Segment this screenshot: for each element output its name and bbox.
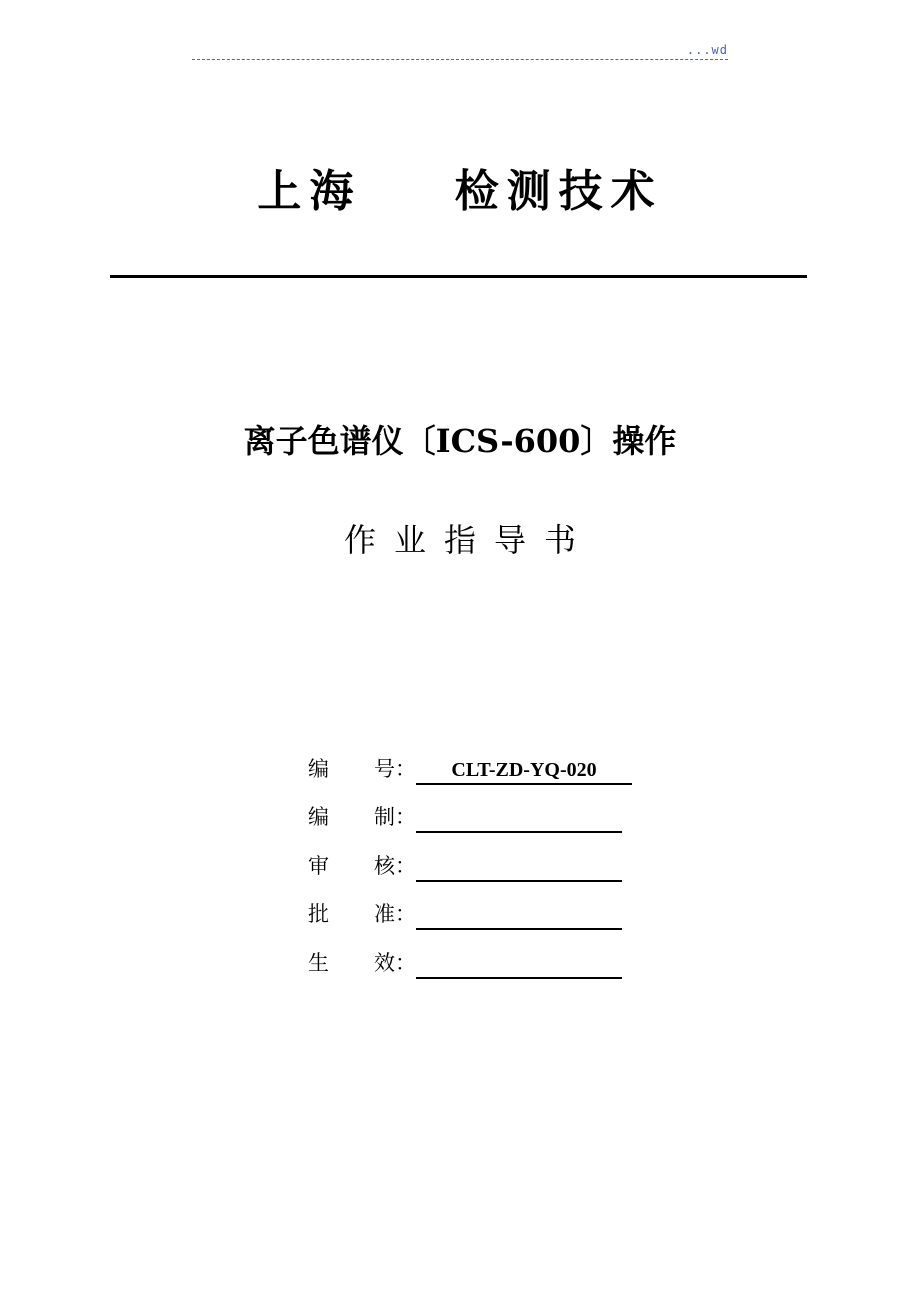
meta-label-first-char: 审	[308, 853, 329, 878]
meta-row-effective	[308, 932, 632, 981]
meta-value-effective	[416, 951, 622, 979]
title-rule	[110, 275, 807, 278]
meta-label-second-char: 效：	[374, 950, 416, 975]
document-title: 离子色谱仪〔ICS-600〕操作	[243, 422, 677, 460]
company-name: 上海 检测技术	[257, 166, 663, 217]
meta-label-second-char: 制：	[374, 805, 416, 829]
meta-label-first-char: 编	[308, 805, 329, 829]
header-dashed-rule	[192, 59, 728, 60]
meta-label-second-char: 准：	[374, 902, 416, 926]
header-mark: ...wd	[686, 43, 728, 57]
meta-value-number: CLT-ZD-YQ-020	[416, 757, 632, 785]
meta-row-reviewed	[308, 835, 632, 884]
meta-value-approved	[416, 902, 622, 930]
meta-label	[308, 801, 416, 835]
meta-value-prepared	[416, 805, 622, 833]
meta-row-approved	[308, 884, 632, 933]
meta-label-first-char: 批	[308, 902, 329, 926]
document-meta-table	[308, 738, 632, 981]
meta-row-number	[308, 738, 632, 787]
meta-label	[308, 850, 416, 884]
meta-label	[308, 753, 416, 787]
meta-row-prepared	[308, 787, 632, 836]
meta-label	[308, 947, 416, 981]
document-subtitle: 作业指导书	[343, 521, 594, 559]
meta-label-first-char: 生	[308, 950, 329, 975]
meta-label	[308, 898, 416, 932]
meta-label-first-char: 编	[308, 756, 329, 781]
meta-label-second-char: 号：	[374, 756, 416, 781]
meta-label-second-char: 核：	[374, 853, 416, 878]
meta-value-reviewed	[416, 854, 622, 882]
